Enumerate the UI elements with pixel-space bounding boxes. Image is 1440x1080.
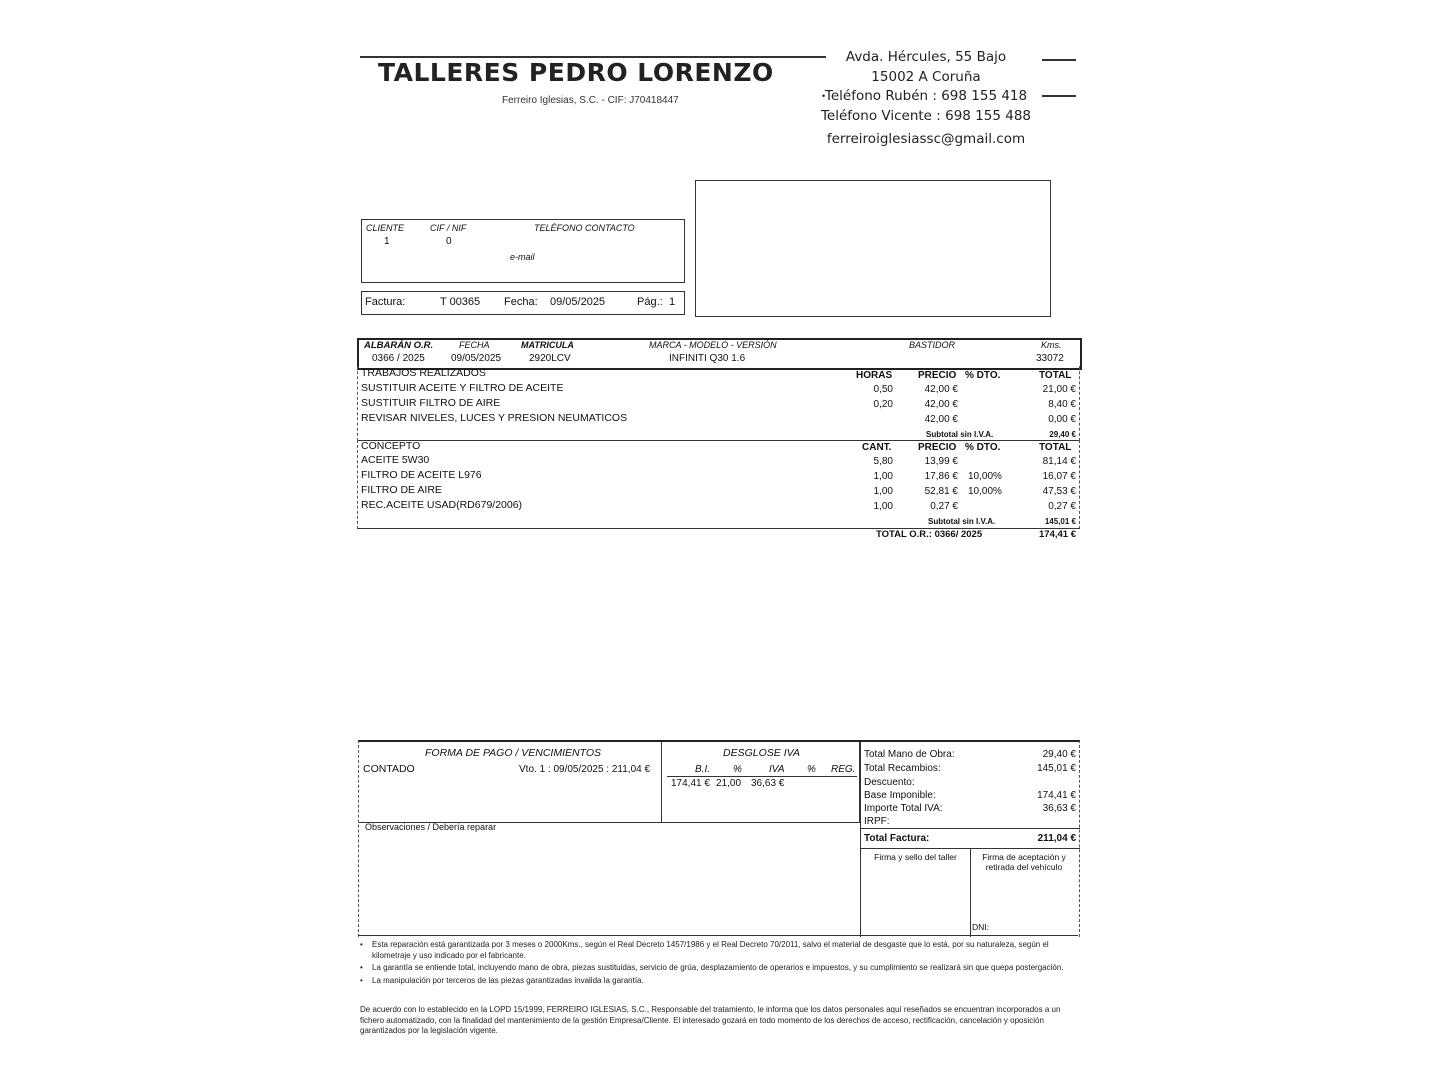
iva-bi-value: 174,41 €: [671, 778, 710, 789]
precio-header: PRECIO: [918, 370, 957, 381]
iva-total-label: Importe Total IVA:: [864, 803, 943, 814]
item-desc: ACEITE 5W30: [361, 454, 430, 466]
phone-header: TELÉFONO CONTACTO: [534, 223, 635, 233]
parts-title: CONCEPTO: [361, 440, 421, 452]
precio-header: PRECIO: [918, 442, 957, 453]
total-header: TOTAL: [1039, 370, 1072, 381]
item-cant: 1,00: [873, 486, 893, 497]
kms-value: 33072: [1036, 353, 1064, 364]
iva-total-value: 36,63 €: [1042, 803, 1076, 814]
iva-pct-value: 21,00: [716, 778, 742, 789]
parts-subtotal-label: Subtotal sin I.V.A.: [928, 517, 996, 526]
bastidor-header: BASTIDOR: [909, 340, 956, 350]
payment-due: Vto. 1 : 09/05/2025 : 211,04 €: [519, 764, 651, 775]
payment-box: [359, 742, 662, 823]
iva-header: IVA: [769, 764, 785, 775]
fecha-value: 09/05/2025: [451, 353, 502, 364]
irpf-label: IRPF:: [864, 816, 890, 827]
page-label: Pág.:: [637, 296, 663, 308]
email-label: e-mail: [510, 252, 535, 262]
item-precio: 17,86 €: [924, 471, 958, 482]
warranty-notes: [360, 940, 1076, 986]
recipient-address-box: [695, 180, 1051, 317]
item-precio: 42,00 €: [924, 384, 958, 395]
parts-section: [357, 440, 1080, 529]
mano-value: 29,40 €: [1042, 749, 1076, 760]
cif-header: CIF / NIF: [430, 223, 467, 233]
item-precio: 42,00 €: [924, 414, 958, 425]
client-box: [361, 219, 685, 283]
item-desc: FILTRO DE ACEITE L976: [361, 469, 482, 481]
company-subline: Ferreiro Iglesias, S.C. - CIF: J70418447: [502, 95, 679, 106]
company-name: TALLERES PEDRO LORENZO: [378, 58, 774, 87]
dni-label: DNI:: [972, 922, 989, 932]
note-text: La garantía se entiende total, incluyendo mano de obra, piezas sustituidas, servicio de grúa, desplazamiento de operarios e impuestos, y su cumplimiento se realizará sin que quepa postergación.: [372, 963, 1064, 972]
address-line-1: Avda. Hércules, 55 Bajo: [845, 49, 1007, 65]
item-desc: FILTRO DE AIRE: [361, 484, 442, 496]
albaran-header: ALBARÁN O.R.: [364, 340, 434, 351]
page-value: 1: [669, 296, 676, 308]
item-total: 8,40 €: [1048, 399, 1076, 410]
recambios-value: 145,01 €: [1037, 763, 1076, 774]
works-title: TRABAJOS REALIZADOS: [361, 367, 486, 379]
item-total: 0,27 €: [1048, 501, 1076, 512]
item-total: 47,53 €: [1042, 486, 1076, 497]
footer-box: [358, 740, 1080, 937]
parts-subtotal: 145,01 €: [1044, 517, 1076, 526]
works-section: [357, 366, 1080, 441]
item-precio: 0,27 €: [930, 501, 958, 512]
item-desc: SUSTITUIR ACEITE Y FILTRO DE ACEITE: [361, 382, 564, 394]
item-precio: 52,81 €: [924, 486, 958, 497]
dto-header: % DTO.: [965, 370, 1001, 381]
lopd-notice: De acuerdo con lo establecido en la LOPD 15/1999, FERREIRO IGLESIAS, S.C., Responsable del tratamiento, le informa que los datos personales aquí reseñados se encuentran incorporados a un fichero automatizado, con la finalidad del mantenimiento de la gestión Empresa/Cliente. El interesado gozará en todo momento de los derechos de acceso, rectificación, cancelación y oposición garantizados por la legislación vigente.: [360, 1005, 1061, 1035]
iva-box: [661, 742, 860, 823]
kms-header: Kms.: [1041, 340, 1062, 350]
phone-vicente: Teléfono Vicente : 698 155 488: [820, 107, 1032, 124]
total-factura-label: Total Factura:: [864, 833, 930, 844]
item-dto: 10,00%: [968, 471, 1002, 482]
item-precio: 42,00 €: [924, 399, 958, 410]
invoice-box: [361, 291, 685, 315]
payment-title: FORMA DE PAGO / VENCIMIENTOS: [425, 747, 601, 759]
phone-ruben: Teléfono Rubén : 698 155 418: [824, 88, 1028, 104]
base-label: Base Imponible:: [864, 790, 936, 801]
albaran-value: 0366 / 2025: [372, 353, 425, 364]
item-total: 81,14 €: [1042, 456, 1076, 467]
total-header: TOTAL: [1039, 442, 1072, 453]
bullet-dot: •: [822, 91, 826, 101]
client-header: CLIENTE: [366, 223, 405, 233]
note-item: • La garantía se entiende total, incluyendo mano de obra, piezas sustituidas, servicio de grúa, desplazamiento de operarios e impuestos, y su cumplimiento se realizará sin que quepa postergación.: [360, 963, 1076, 974]
company-email: ferreiroiglesiassc@gmail.com: [826, 131, 1026, 147]
note-text: Esta reparación está garantizada por 3 meses o 2000Kms., según el Real Decreto 1457/1986 y el Real Decreto 70/2011, salvo el material de desgaste que lo está, por su naturaleza, según el kilometraje y uso indicado por el fabricante.: [372, 940, 1049, 960]
client-signature-label: Firma de aceptación y retirada del vehículo: [982, 852, 1066, 872]
fecha-label: Fecha:: [504, 296, 538, 308]
note-item: • Esta reparación está garantizada por 3 meses o 2000Kms., según el Real Decreto 1457/1986 y el Real Decreto 70/2011, salvo el material de desgaste que lo está, por su naturaleza, según el kilometraje y uso indicado por el fabricante.: [360, 940, 1076, 961]
signature-client: [969, 848, 1079, 937]
item-cant: 1,00: [873, 501, 893, 512]
pct2-header: %: [807, 764, 816, 775]
item-horas: 0,50: [873, 384, 893, 395]
address-line-2: 15002 A Coruña: [871, 68, 981, 85]
matricula-value: 2920LCV: [529, 353, 571, 364]
marca-value: INFINITI Q30 1.6: [669, 353, 746, 364]
item-precio: 13,99 €: [924, 456, 958, 467]
recambios-label: Total Recambios:: [864, 763, 941, 774]
payment-method: CONTADO: [363, 763, 415, 775]
item-total: 21,00 €: [1042, 384, 1076, 395]
item-desc: REC.ACEITE USAD(RD679/2006): [361, 499, 523, 511]
item-desc: SUSTITUIR FILTRO DE AIRE: [361, 397, 501, 409]
dto-header: % DTO.: [965, 442, 1001, 453]
client-number: 1: [384, 236, 390, 247]
item-cant: 5,80: [873, 456, 893, 467]
totals-box: [860, 742, 1080, 849]
client-cif: 0: [446, 236, 452, 247]
factura-number: T 00365: [440, 296, 481, 308]
item-desc: REVISAR NIVELES, LUCES Y PRESION NEUMATICOS: [361, 412, 628, 424]
item-total: 0,00 €: [1048, 414, 1076, 425]
fecha-value: 09/05/2025: [550, 296, 606, 308]
totals-divider: [861, 828, 1080, 829]
bi-header: B.I.: [695, 764, 711, 775]
total-factura-value: 211,04 €: [1037, 833, 1076, 844]
footer-bottom-rule: [358, 935, 1078, 936]
workshop-signature-label: Firma y sello del taller: [874, 852, 957, 862]
item-horas: 0,20: [873, 399, 893, 410]
iva-title: DESGLOSE IVA: [723, 747, 801, 759]
total-or-label: TOTAL O.R.: 0366/ 2025: [876, 529, 983, 540]
mano-label: Total Mano de Obra:: [864, 749, 955, 760]
total-or-value: 174,41 €: [1039, 529, 1076, 540]
iva-amount-value: 36,63 €: [751, 778, 785, 789]
matricula-header: MATRICULA: [521, 340, 574, 350]
pct-header: %: [733, 764, 742, 775]
item-dto: 10,00%: [968, 486, 1002, 497]
note-item: • La manipulación por terceros de las piezas garantizadas invalida la garantía.: [360, 976, 1076, 987]
iva-divider: [667, 776, 857, 777]
observations: Observaciones / Debería reparar: [365, 822, 497, 832]
note-text: La manipulación por terceros de las piezas garantizadas invalida la garantía.: [372, 975, 644, 985]
marca-header: MARCA - MODELO - VERSIÓN: [649, 340, 777, 350]
item-cant: 1,00: [873, 471, 893, 482]
factura-label: Factura:: [365, 296, 406, 308]
header-dash: [1042, 59, 1076, 61]
works-subtotal-label: Subtotal sin I.V.A.: [926, 430, 994, 439]
item-total: 16,07 €: [1042, 471, 1076, 482]
works-subtotal: 29,40 €: [1049, 430, 1076, 439]
base-value: 174,41 €: [1037, 790, 1076, 801]
descuento-label: Descuento:: [864, 777, 915, 788]
header-dash: [1042, 95, 1076, 97]
reg-header: REG.: [831, 764, 856, 775]
fecha-header: FECHA: [459, 340, 490, 350]
horas-header: HORAS: [856, 370, 893, 381]
cant-header: CANT.: [862, 442, 892, 453]
company-contact: [810, 48, 1042, 150]
signature-workshop: [860, 848, 971, 937]
